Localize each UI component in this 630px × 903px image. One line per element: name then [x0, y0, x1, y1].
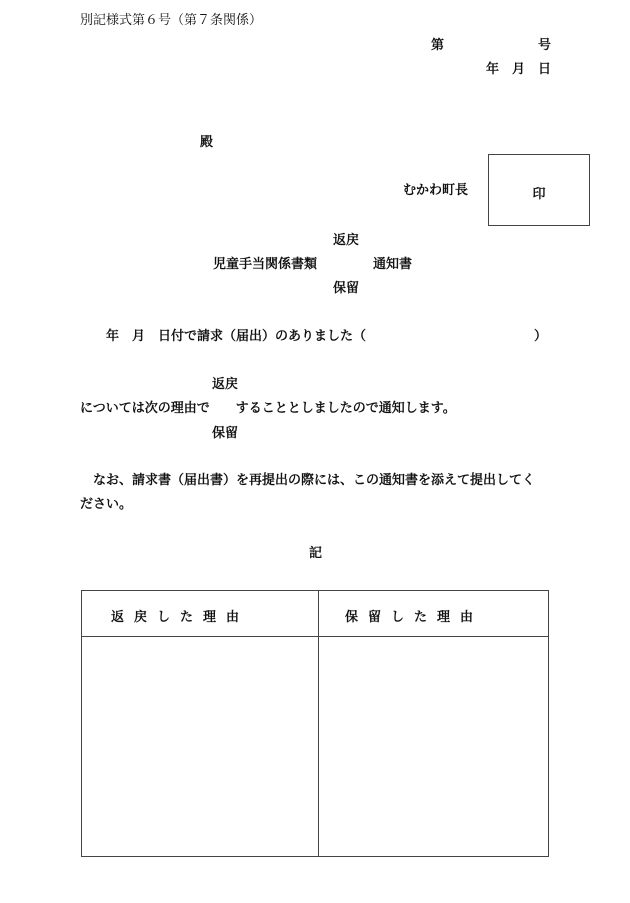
returned-reason-cell[interactable]: [82, 637, 318, 856]
para2-text: については次の理由で することとしましたので通知します。: [80, 401, 456, 416]
form-label: 別記様式第６号（第７条関係）: [80, 13, 263, 28]
note-line-1: なお、請求書（届出書）を再提出の際には、この通知書を添えて提出してく: [93, 473, 536, 488]
date-month: 月: [512, 62, 526, 77]
held-reason-cell[interactable]: [319, 637, 548, 856]
para2-hold: 保留: [212, 426, 239, 441]
header-returned-reason: 返戻した理由: [111, 610, 250, 625]
para2-return: 返戻: [212, 377, 239, 392]
doc-number-go: 号: [538, 38, 552, 53]
doc-number-dai: 第: [431, 38, 445, 53]
seal-mark: 印: [532, 187, 546, 202]
issuer-name: むかわ町長: [403, 183, 469, 198]
para1-close-paren: ）: [534, 329, 548, 344]
seal-box: [488, 154, 590, 226]
ki-heading: 記: [309, 546, 323, 561]
title-return: 返戻: [333, 233, 360, 248]
reasons-table: [81, 590, 549, 857]
date-year: 年: [486, 62, 500, 77]
note-line-2: ださい。: [80, 497, 133, 512]
para1-text: 年 月 日付で請求（届出）のありました（: [106, 329, 367, 344]
date-day: 日: [538, 62, 552, 77]
header-held-reason: 保留した理由: [345, 610, 484, 625]
addressee-suffix: 殿: [200, 135, 214, 150]
title-hold: 保留: [333, 281, 360, 296]
title-suffix: 通知書: [373, 257, 413, 272]
title-main: 児童手当関係書類: [213, 257, 318, 272]
